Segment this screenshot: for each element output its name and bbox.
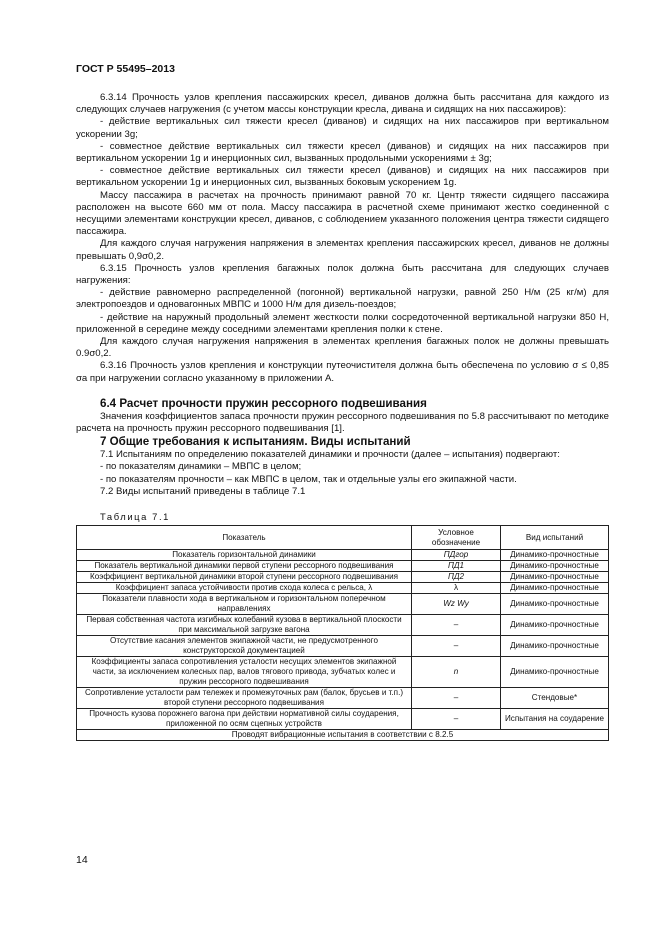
table-cell: Показатель горизонтальной динамики: [77, 550, 412, 561]
table-cell: –: [412, 688, 501, 709]
table-row: [77, 550, 609, 561]
table-cell: Динамико-прочностные: [501, 657, 609, 688]
paragraph: - по показателям динамики – МВПС в целом;: [100, 461, 302, 473]
table-cell: Первая собственная частота изгибных колебаний кузова в вертикальной плоскости при максимальной загрузке вагона: [77, 615, 412, 636]
table-caption: Таблица 7.1: [100, 511, 170, 523]
table-row: [77, 688, 609, 709]
paragraph: - совместное действие вертикальных сил тяжести кресел (диванов) и сидящих на них пассажиров при вертикальном ускорении 1g и инерционных сил, вызванных продольными ускорениями ± 3g;: [76, 140, 609, 165]
table-header-row: [77, 526, 609, 550]
table-cell: Испытания на соударение: [501, 709, 609, 730]
table-cell: Показатель вертикальной динамики первой ступени рессорного подвешивания: [77, 561, 412, 572]
paragraph: Для каждого случая нагружения напряжения в элементах крепления пассажирских кресел, диванов не должны превышать 0,9σ0,2.: [76, 238, 609, 262]
table-footnote: Проводят вибрационные испытания в соответствии с 8.2.5: [77, 730, 609, 741]
table-row: [77, 594, 609, 615]
paragraph: - по показателям прочности – как МВПС в целом, так и отдельные узлы его экипажной части.: [100, 473, 517, 485]
table-cell: Wz Wy: [412, 594, 501, 615]
table-row: [77, 636, 609, 657]
paragraph: - действие вертикальных сил тяжести кресел (диванов) и сидящих на них пассажиров при вертикальном ускорении 3g;: [76, 116, 609, 140]
table-cell: ПД1: [412, 561, 501, 572]
table-cell: Показатели плавности хода в вертикальном и горизонтальном поперечном направлениях: [77, 594, 412, 615]
table-row: [77, 561, 609, 572]
paragraph: 6.3.15 Прочность узлов крепления багажных полок должна быть рассчитана для следующих случаев нагружения:: [76, 262, 609, 287]
paragraph: 7.1 Испытаниям по определению показателей динамики и прочности (далее – испытания) подвергают:: [100, 449, 560, 461]
table-cell: ПД2: [412, 572, 501, 583]
paragraph: - действие равномерно распределенной (погонной) вертикальной нагрузки, равной 250 Н/м (25 кг/м) для электропоездов и одновагонных МВПС и 1000 Н/м для дизель-поездов;: [76, 287, 609, 311]
table-cell: Коэффициент запаса устойчивости против схода колеса с рельса, λ: [77, 583, 412, 594]
table-cell: Динамико-прочностные: [501, 615, 609, 636]
column-header: Условное обозначение: [412, 526, 501, 550]
paragraph: 6.3.16 Прочность узлов крепления и конструкции путеочистителя должна быть обеспечена по условию σ ≤ 0,85 σа при нагружении согласно указанному в приложении А.: [76, 360, 609, 384]
table-cell: ПДгор: [412, 550, 501, 561]
page-number: 14: [76, 854, 88, 866]
paragraph: Для каждого случая нагружения напряжения в элементах крепления багажных полок не должны превышать 0.9σ0,2.: [76, 336, 609, 360]
column-header: Показатель: [77, 526, 412, 550]
table-cell: λ: [412, 583, 501, 594]
table-row: [77, 583, 609, 594]
paragraph: - совместное действие вертикальных сил тяжести кресел (диванов) и сидящих на них пассажиров при вертикальном ускорении 1g и инерционных сил, вызванных боковым ускорением 1g.: [76, 165, 609, 189]
paragraph: 7.2 Виды испытаний приведены в таблице 7.1: [100, 485, 306, 497]
paragraph: Значения коэффициентов запаса прочности пружин рессорного подвешивания по 5.8 рассчитывают по методике расчета на прочность пружин рессорного подвешивания [1].: [76, 410, 609, 435]
table-cell: Динамико-прочностные: [501, 636, 609, 657]
table-row: [77, 709, 609, 730]
table-cell: –: [412, 615, 501, 636]
table-cell: n: [412, 657, 501, 688]
table-cell: –: [412, 636, 501, 657]
section-heading-7: 7 Общие требования к испытаниям. Виды испытаний: [100, 435, 411, 449]
paragraph: 6.3.14 Прочность узлов крепления пассажирских кресел, диванов должна быть рассчитана для каждого из следующих случаев нагружения (с учетом массы конструкции кресла, дивана и сидящих на них пассажиров):: [76, 92, 609, 116]
table-cell: –: [412, 709, 501, 730]
table-cell: Динамико-прочностные: [501, 594, 609, 615]
table-cell: Сопротивление усталости рам тележек и промежуточных рам (балок, брусьев и т.п.) второй ступени рессорного подвешивания: [77, 688, 412, 709]
table-footer-row: [77, 730, 609, 741]
table-cell: Динамико-прочностные: [501, 583, 609, 594]
tests-table: [76, 525, 609, 741]
table-cell: Прочность кузова порожнего вагона при действии нормативной силы соударения, приложенной по осям сцепных устройств: [77, 709, 412, 730]
table-row: [77, 572, 609, 583]
table-cell: Динамико-прочностные: [501, 572, 609, 583]
table-cell: Коэффициенты запаса сопротивления усталости несущих элементов экипажной части, за исключением колесных пар, валов тягового привода, зубчатых колес и пружин рессорного подвешивания: [77, 657, 412, 688]
table-cell: Динамико-прочностные: [501, 550, 609, 561]
column-header: Вид испытаний: [501, 526, 609, 550]
table-row: [77, 615, 609, 636]
document-header: ГОСТ Р 55495–2013: [76, 63, 175, 75]
paragraph: - действие на наружный продольный элемент жесткости полки сосредоточенной вертикальной нагрузки 850 Н, приложенной в середине между соседними элементами крепления полки к стене.: [76, 311, 609, 335]
table-cell: Коэффициент вертикальной динамики второй ступени рессорного подвешивания: [77, 572, 412, 583]
table-cell: Стендовые*: [501, 688, 609, 709]
page-body: [76, 92, 609, 741]
paragraph: Массу пассажира в расчетах на прочность принимают равной 70 кг. Центр тяжести сидящего пассажира расположен на высоте 660 мм от пола. Массу пассажира в расчетной схеме принимают жестко соединенной с несущими элементами конструкции кресел, диванов, с соблюдением указанного положения центра тяжести сидящего пассажира.: [76, 189, 609, 238]
table-cell: Отсутствие касания элементов экипажной части, не предусмотренного конструкторской документацией: [77, 636, 412, 657]
section-heading-6-4: 6.4 Расчет прочности пружин рессорного подвешивания: [100, 396, 427, 410]
table-cell: Динамико-прочностные: [501, 561, 609, 572]
table-row: [77, 657, 609, 688]
